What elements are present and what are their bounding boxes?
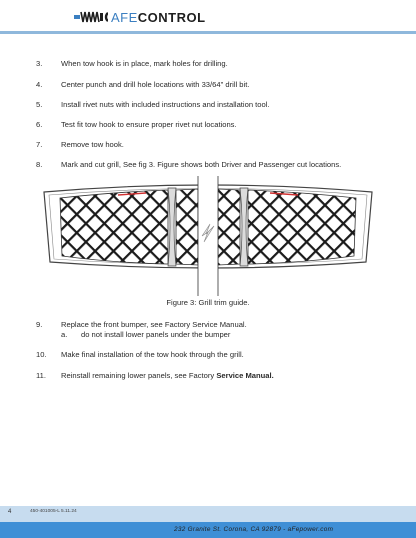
step-text: Mark and cut grill, See fig 3. Figure shows both Driver and Passenger cut locations. [61,160,342,169]
step-text: Center punch and drill hole locations with 33/64" drill bit. [61,80,250,89]
header-rule [0,31,416,34]
step-number: 6. [36,120,43,129]
footer-light-band [0,506,416,522]
page-header [0,0,416,32]
coilover-spring-icon [74,10,108,24]
grill-trim-diagram [40,176,376,296]
afe-control-logo [74,9,206,25]
page-number: 4 [8,509,12,515]
step-number: 5. [36,100,43,109]
service-manual-emphasis: Service Manual. [216,371,274,380]
page-footer [0,506,416,538]
step-number: 7. [36,140,43,149]
step-number: 9. [36,320,43,329]
step-text [61,371,274,381]
step-number: 11. [36,371,46,380]
step-text: Remove tow hook. [61,140,124,149]
substep-text: do not install lower panels under the bumper [81,330,231,339]
step-text: Replace the front bumper, see Factory Service Manual. [61,320,247,329]
logo-afe-text: AFE [111,9,138,25]
step-text: Test fit tow hook to ensure proper rivet nut locations. [61,120,237,129]
step-text: When tow hook is in place, mark holes for drilling. [61,59,228,68]
step-number: 4. [36,80,43,89]
substep-letter: a. [61,330,68,339]
figure-caption: Figure 3: Grill trim guide. [166,298,250,307]
step-number: 8. [36,160,43,169]
step-number: 3. [36,59,43,68]
document-code: 450-401005-L 5.11.24 [30,509,77,514]
company-address: 232 Granite St. Corona, CA 92879 - aFepower.com [174,526,334,533]
step-text: Install rivet nuts with included instructions and installation tool. [61,100,270,109]
step-number: 10. [36,350,47,359]
footer-address-band [0,522,416,538]
step-text-prefix: Reinstall remaining lower panels, see Factory [61,371,217,380]
step-text: Make final installation of the tow hook through the grill. [61,350,244,359]
logo-control-text: CONTROL [137,9,206,25]
